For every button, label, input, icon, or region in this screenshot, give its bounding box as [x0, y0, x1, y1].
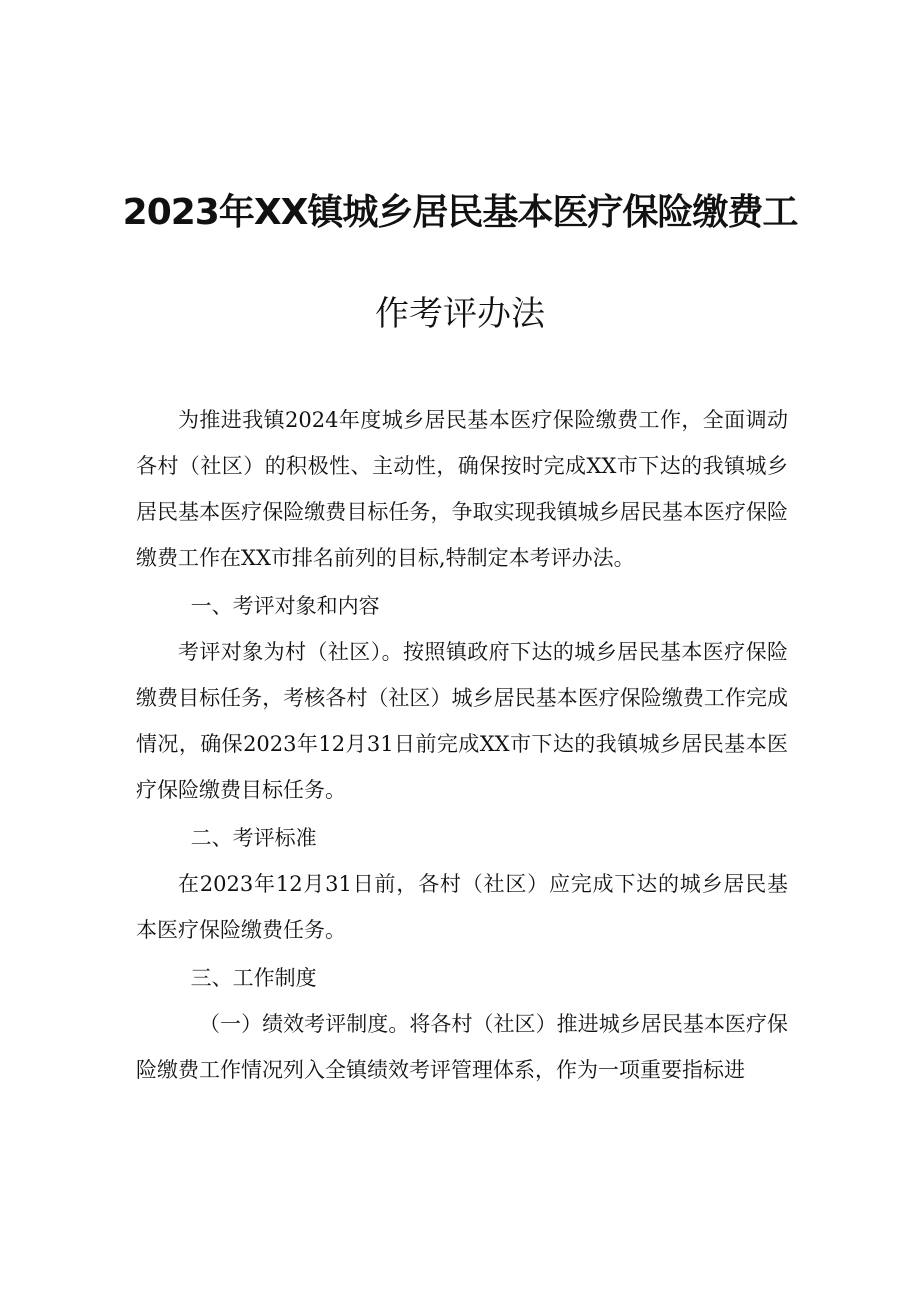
- subsection-1-paragraph: （一）绩效考评制度。将各村（社区）推进城乡居民基本医疗保险缴费工作情况列入全镇绩效考评管理体系，作为一项重要指标进: [136, 1012, 788, 1082]
- intro-paragraph: 为推进我镇2024年度城乡居民基本医疗保险缴费工作，全面调动各村（社区）的积极性、主动性，确保按时完成XX市下达的我镇城乡居民基本医疗保险缴费目标任务，争取实现我镇城乡居民基本医疗保险缴费工作在XX市排名前列的目标,特制定本考评办法。: [136, 408, 788, 570]
- document-title-line-2: 作考评办法: [375, 294, 545, 334]
- document-body: [136, 397, 788, 1093]
- section-heading-2: 二、考评标准: [190, 826, 317, 850]
- section-2-paragraph: 在2023年12月31日前，各村（社区）应完成下达的城乡居民基本医疗保险缴费任务。: [136, 872, 788, 942]
- section-heading-1: 一、考评对象和内容: [190, 594, 380, 618]
- document-title-line-1: 2023年XX镇城乡居民基本医疗保险缴费工: [122, 192, 798, 233]
- section-heading-3: 三、工作制度: [190, 966, 317, 990]
- section-1-paragraph: 考评对象为村（社区）。按照镇政府下达的城乡居民基本医疗保险缴费目标任务，考核各村（社区）城乡居民基本医疗保险缴费工作完成情况，确保2023年12月31日前完成XX市下达的我镇城乡居民基本医疗保险缴费目标任务。: [136, 640, 788, 802]
